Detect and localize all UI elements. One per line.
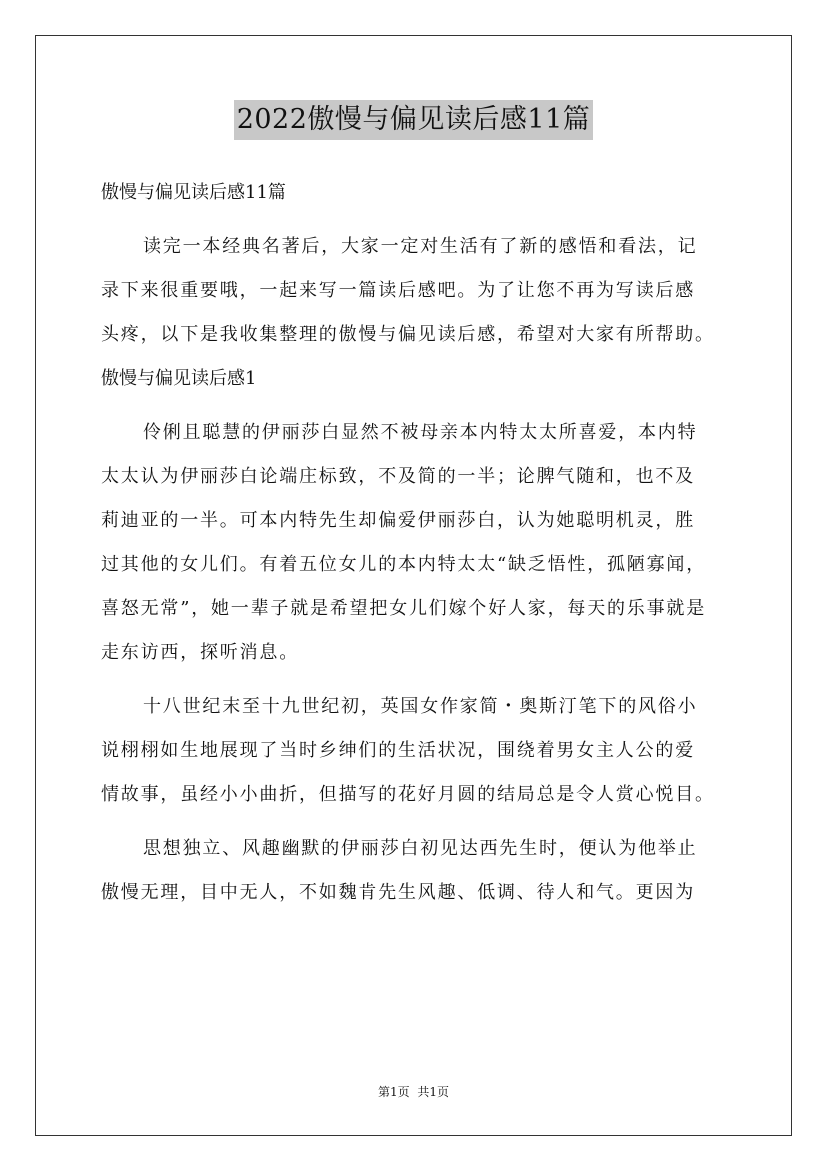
body-paragraph bbox=[101, 827, 731, 915]
document-body bbox=[101, 171, 731, 915]
paragraph-line: 读完一本经典名著后，大家一定对生活有了新的感悟和看法，记 bbox=[143, 236, 698, 257]
body-paragraph bbox=[101, 411, 731, 675]
intro-paragraph bbox=[101, 225, 731, 357]
paragraph-line: 情故事，虽经小小曲折，但描写的花好月圆的结局总是令人赏心悦目。 bbox=[101, 784, 715, 805]
paragraph-line: 莉迪亚的一半。可本内特先生却偏爱伊丽莎白，认为她聪明机灵，胜 bbox=[101, 510, 695, 531]
paragraph-line: 伶俐且聪慧的伊丽莎白显然不被母亲本内特太太所喜爱，本内特 bbox=[143, 422, 698, 443]
paragraph-line: 说栩栩如生地展现了当时乡绅们的生活状况，围绕着男女主人公的爱 bbox=[101, 740, 695, 761]
paragraph-line: 喜怒无常”，她一辈子就是希望把女儿们嫁个好人家，每天的乐事就是 bbox=[101, 598, 706, 619]
page-total: 共1页 bbox=[417, 1085, 449, 1099]
paragraph-line: 十八世纪末至十九世纪初，英国女作家简・奥斯汀笔下的风俗小 bbox=[143, 696, 698, 717]
document-subtitle: 傲慢与偏见读后感11篇 bbox=[101, 182, 286, 203]
page-number: 第1页 bbox=[378, 1085, 410, 1099]
paragraph-line: 思想独立、风趣幽默的伊丽莎白初见达西先生时，便认为他举止 bbox=[143, 838, 698, 859]
paragraph-line: 走东访西，探听消息。 bbox=[101, 642, 299, 663]
page-footer bbox=[0, 1082, 827, 1102]
paragraph-line: 录下来很重要哦，一起来写一篇读后感吧。为了让您不再为写读后感 bbox=[101, 280, 695, 301]
paragraph-line: 傲慢无理，目中无人，不如魏肯先生风趣、低调、待人和气。更因为 bbox=[101, 882, 695, 903]
document-title: 2022傲慢与偏见读后感11篇 bbox=[234, 100, 594, 140]
paragraph-line: 过其他的女儿们。有着五位女儿的本内特太太“缺乏悟性，孤陋寡闻， bbox=[101, 554, 706, 575]
body-paragraph bbox=[101, 685, 731, 817]
paragraph-line: 太太认为伊丽莎白论端庄标致，不及简的一半；论脾气随和，也不及 bbox=[101, 466, 695, 487]
title-container bbox=[0, 100, 827, 140]
section-heading: 傲慢与偏见读后感1 bbox=[101, 368, 257, 389]
paragraph-line: 头疼，以下是我收集整理的傲慢与偏见读后感，希望对大家有所帮助。 bbox=[101, 324, 715, 345]
